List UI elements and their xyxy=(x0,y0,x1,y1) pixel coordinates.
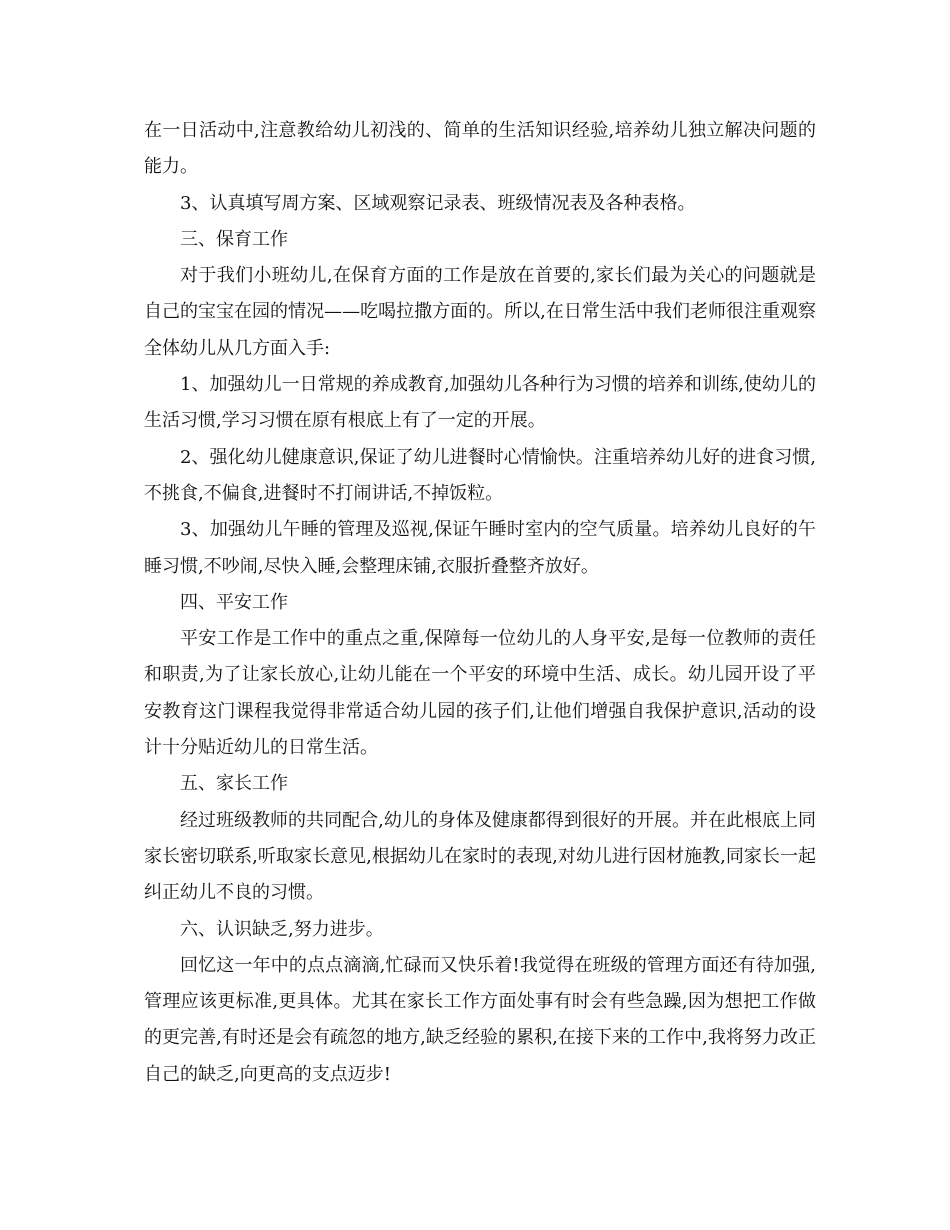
paragraph-life-knowledge: 在一日活动中,注意教给幼儿初浅的、简单的生活知识经验,培养幼儿独立解决问题的能力。 xyxy=(144,120,816,178)
paragraph-nap-management: 3、加强幼儿午睡的管理及巡视,保证午睡时室内的空气质量。培养幼儿良好的午睡习惯,不吵闹,尽快入睡,会整理床铺,衣服折叠整齐放好。 xyxy=(144,519,816,577)
heading-shortcomings: 六、认识缺乏,努力进步。 xyxy=(180,918,384,940)
heading-parent-work: 五、家长工作 xyxy=(180,773,288,795)
heading-childcare-work: 三、保育工作 xyxy=(180,228,288,250)
paragraph-reflection: 回忆这一年中的点点滴滴,忙碌而又快乐着!我觉得在班级的管理方面还有待加强,管理应该更标准,更具体。尤其在家长工作方面处事有时会有些急躁,因为想把工作做的更完善,有时还是会有疏忽的地方,缺乏经验的累积,在接下来的工作中,我将努力改正自己的缺乏,向更高的支点迈步! xyxy=(144,954,816,1085)
paragraph-safety: 平安工作是工作中的重点之重,保障每一位幼儿的人身平安,是每一位教师的责任和职责,为了让家长放心,让幼儿能在一个平安的环境中生活、成长。幼儿园开设了平安教育这门课程我觉得非常适合幼儿园的孩子们,让他们增强自我保护意识,活动的设计十分贴近幼儿的日常生活。 xyxy=(144,628,816,759)
heading-safety-work: 四、平安工作 xyxy=(180,591,288,613)
document-body xyxy=(144,113,816,1093)
paragraph-parent-cooperation: 经过班级教师的共同配合,幼儿的身体及健康都得到很好的开展。并在此根底上同家长密切联系,听取家长意见,根据幼儿在家时的表现,对幼儿进行因材施教,同家长一起纠正幼儿不良的习惯。 xyxy=(144,809,816,904)
paragraph-daily-routine: 1、加强幼儿一日常规的养成教育,加强幼儿各种行为习惯的培养和训练,使幼儿的生活习惯,学习习惯在原有根底上有了一定的开展。 xyxy=(144,374,816,432)
paragraph-forms: 3、认真填写周方案、区域观察记录表、班级情况表及各种表格。 xyxy=(180,192,696,214)
paragraph-childcare-intro: 对于我们小班幼儿,在保育方面的工作是放在首要的,家长们最为关心的问题就是自己的宝宝在园的情况——吃喝拉撒方面的。所以,在日常生活中我们老师很注重观察全体幼儿从几方面入手: xyxy=(144,265,816,359)
paragraph-health-awareness: 2、强化幼儿健康意识,保证了幼儿进餐时心情愉快。注重培养幼儿好的进食习惯,不挑食,不偏食,进餐时不打闹讲话,不掉饭粒。 xyxy=(144,446,816,504)
